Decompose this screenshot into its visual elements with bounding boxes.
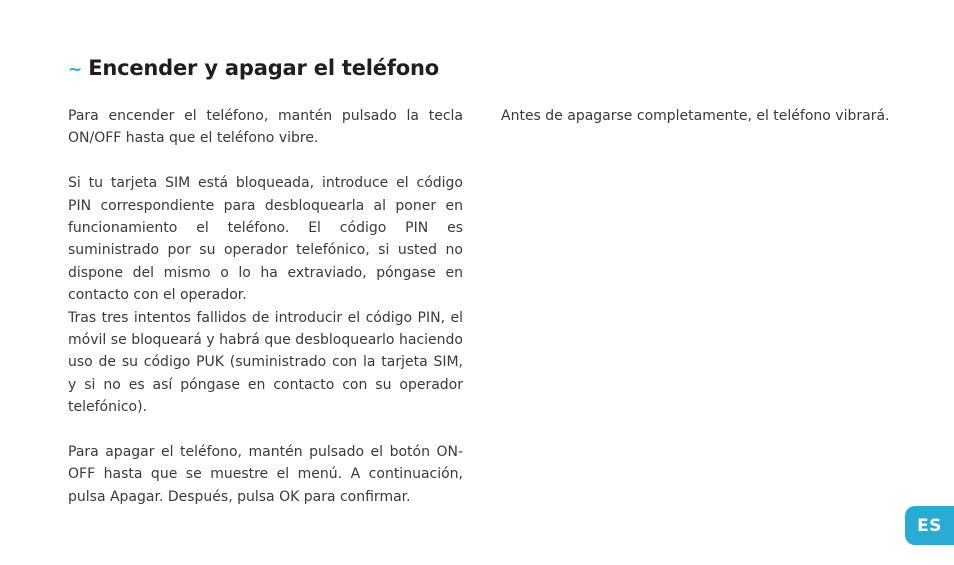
paragraph-vibrate: Antes de apagarse completamente, el teléfono vibrará.	[501, 108, 890, 124]
left-column	[68, 105, 463, 508]
page-title: Encender y apagar el teléfono	[88, 56, 439, 80]
paragraph-gap	[68, 419, 463, 441]
language-tab	[905, 506, 954, 545]
language-tab-label: ES	[917, 515, 942, 536]
heading-bullet: ~	[68, 60, 83, 80]
paragraph-sim-pin: Si tu tarjeta SIM está bloqueada, introduce el código PIN correspondiente para desbloquearla al poner en funcionamiento el teléfono. El código PIN es suministrado por su operador telefónico, si usted no dispone del mismo o lo ha extraviado, póngase en contacto con el operador.	[68, 175, 463, 304]
paragraph-gap	[68, 150, 463, 172]
paragraph-power-on: Para encender el teléfono, mantén pulsado la tecla ON/OFF hasta que el teléfono vibre.	[68, 108, 463, 147]
right-column	[501, 105, 896, 127]
paragraph-puk: Tras tres intentos fallidos de introducir el código PIN, el móvil se bloqueará y habrá que desbloquearlo haciendo uso de su código PUK (suministrado con la tarjeta SIM, y si no es así póngase en contacto con su operador telefónico).	[68, 309, 463, 416]
paragraph-power-off: Para apagar el teléfono, mantén pulsado el botón ON-OFF hasta que se muestre el menú. A continuación, pulsa Apagar. Después, pulsa OK para confirmar.	[68, 444, 463, 505]
section-heading	[68, 56, 439, 80]
